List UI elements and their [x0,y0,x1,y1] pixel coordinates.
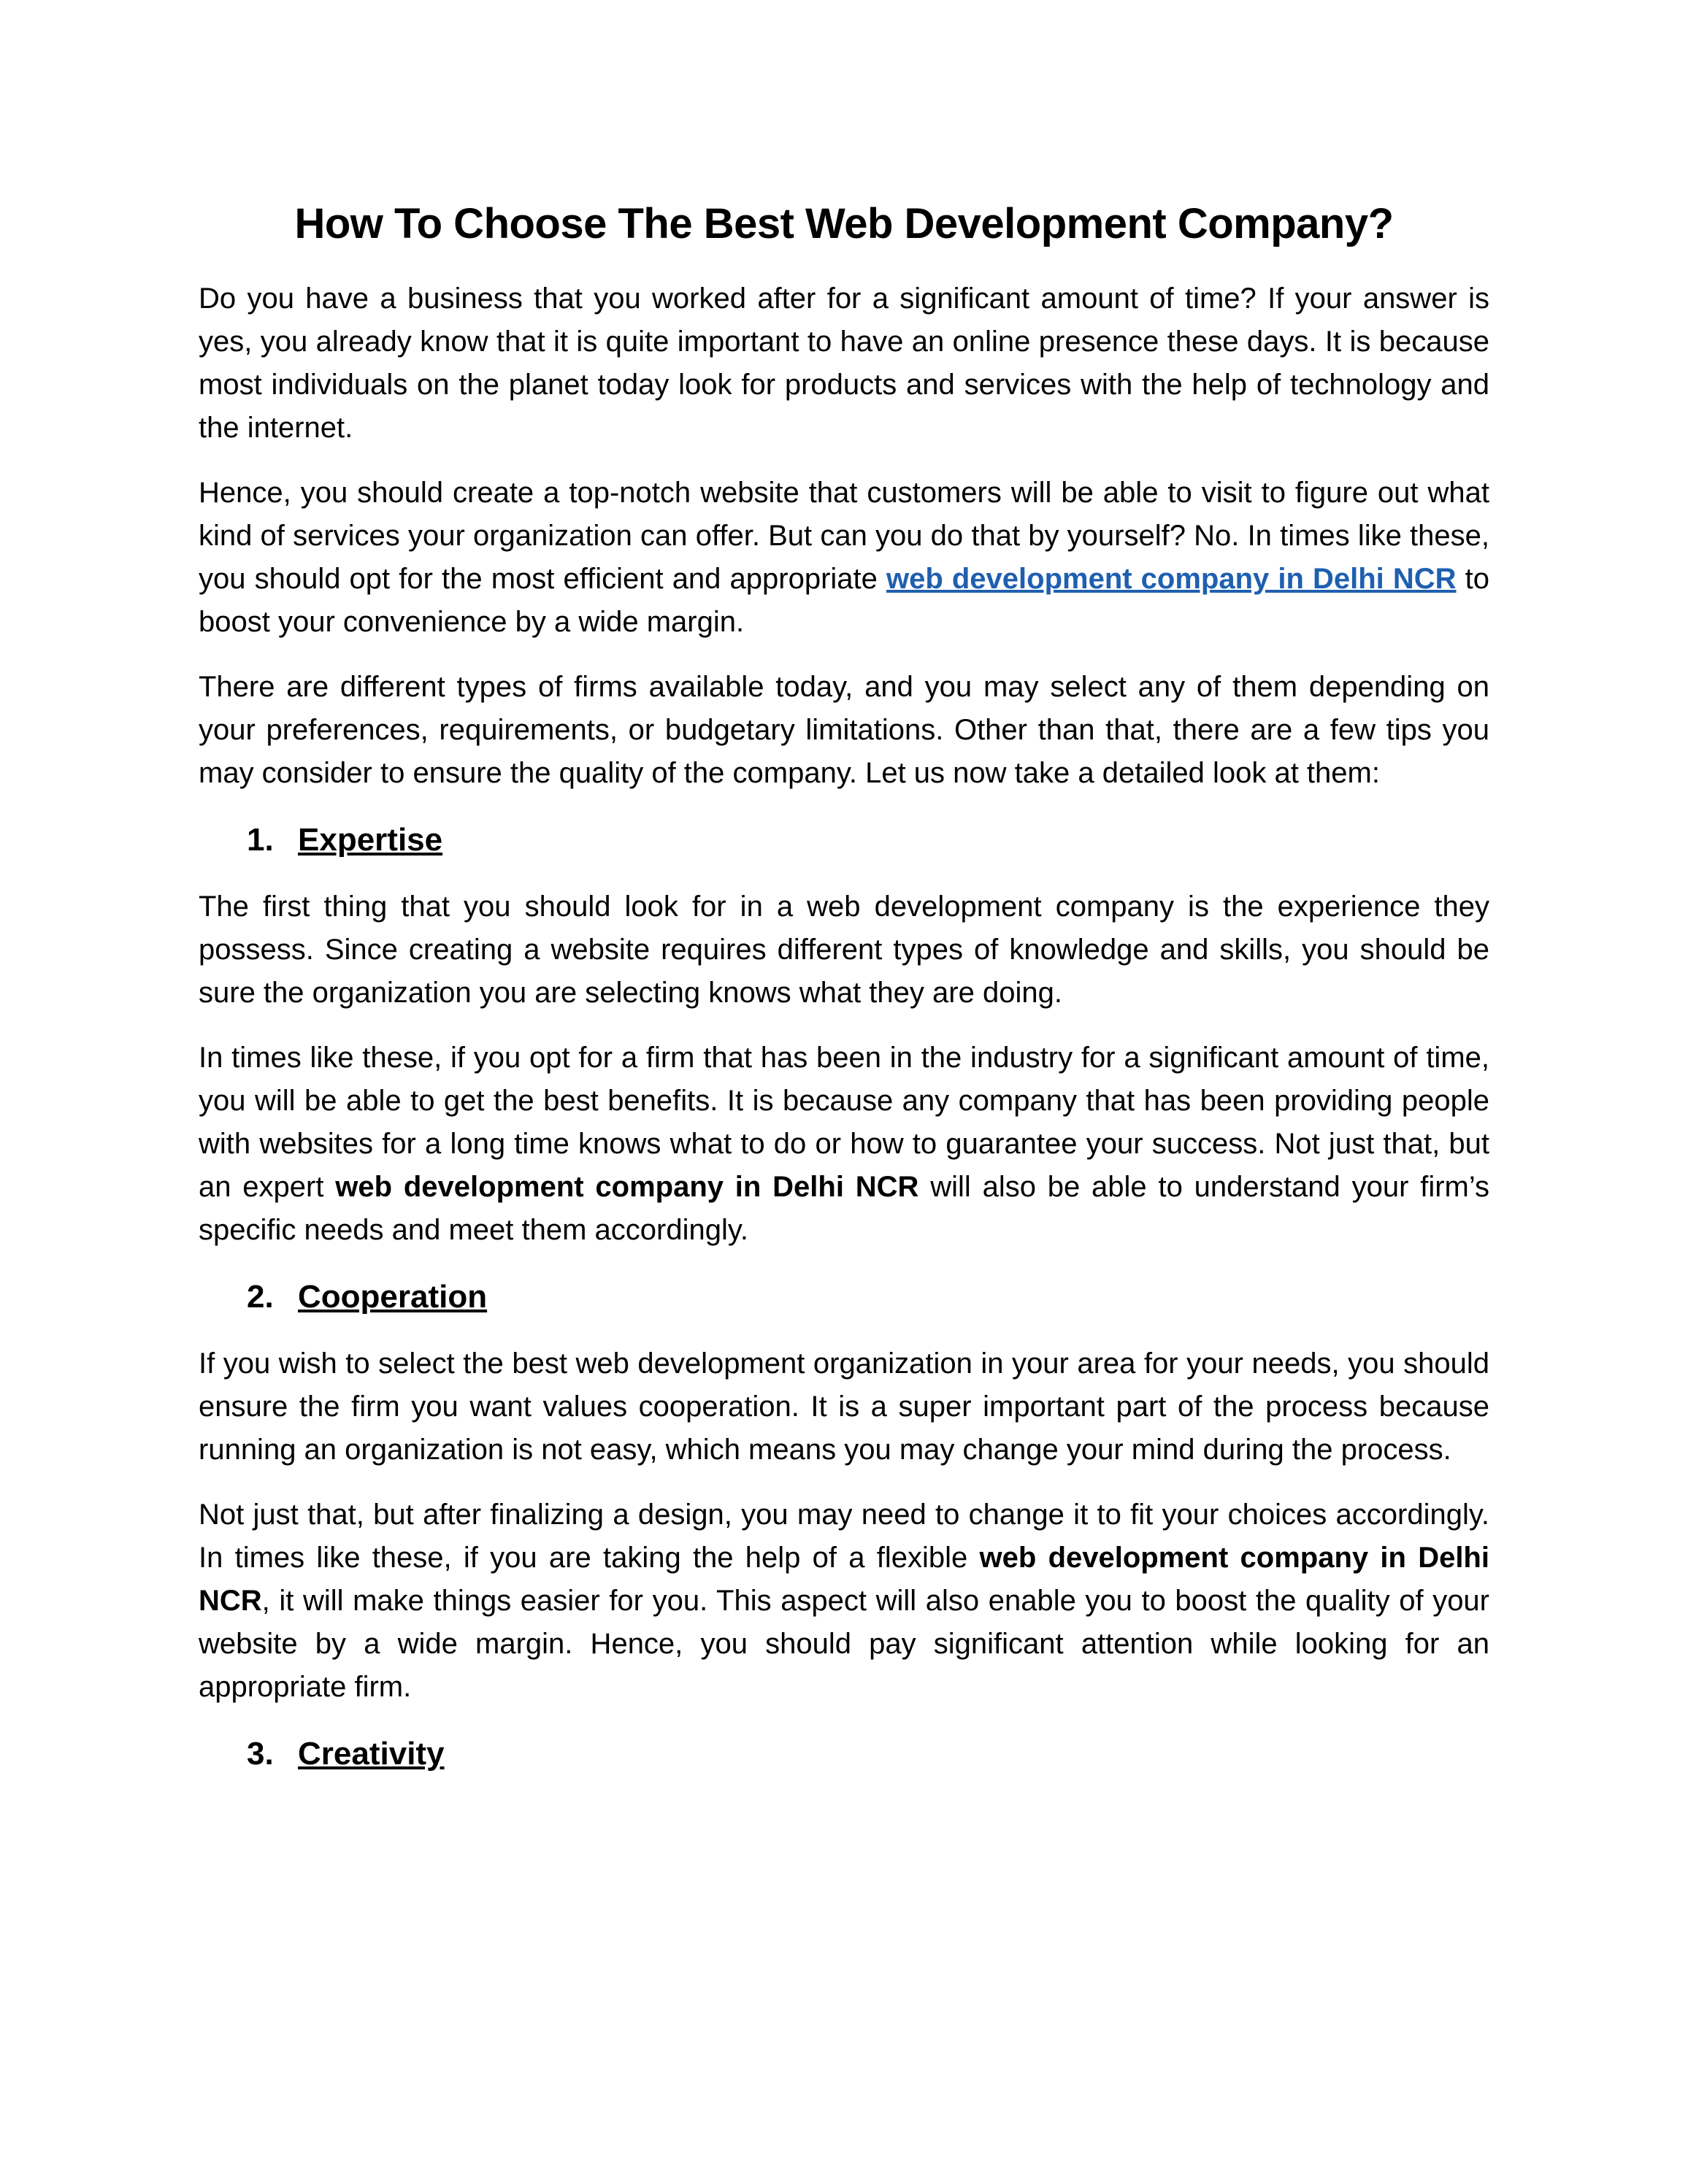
section-heading-cooperation [199,1274,1489,1320]
intro-paragraph-3 [199,666,1489,795]
expertise-paragraph-2 [199,1037,1489,1252]
cooperation-paragraph-2-text-after: , it will make things easier for you. This aspect will also enable you to boost the quality of your website by a wide margin. Hence, you should pay significant attention while looking for an appropriate firm. [199,1585,1489,1703]
section-heading-text: Creativity [298,1736,445,1772]
expertise-paragraph-2-text-before: In times like these, if you opt for a firm that has been in the industry for a significant amount of time, you will be able to get the best benefits. It is because any company that has been providing people with websites for a long time knows what to do or how to guarantee your success. Not just that, but an expert [199,1042,1489,1203]
intro-paragraph-1-text: Do you have a business that you worked after for a significant amount of time? If your answer is yes, you already know that it is quite important to have an online presence these days. It is because most individuals on the planet today look for products and services with the help of technology and the internet. [199,282,1489,444]
intro-paragraph-2-text-before: Hence, you should create a top-notch website that customers will be able to visit to figure out what kind of services your organization can offer. But can you do that by yourself? No. In times like these, you should opt for the most efficient and appropriate [199,477,1489,595]
section-number: 3. [247,1736,274,1772]
expertise-paragraph-2-bold: web development company in Delhi NCR [335,1171,919,1203]
expertise-paragraph-1 [199,885,1489,1015]
section-number: 1. [247,822,274,858]
expertise-paragraph-2-text-after: will also be able to understand your firm’s specific needs and meet them accordingly. [199,1171,1490,1246]
intro-paragraph-1 [199,277,1489,450]
document-body [199,191,1489,1799]
intro-paragraph-3-text: There are different types of firms available today, and you may select any of them depending on your preferences, requirements, or budgetary limitations. Other than that, there are a few tips you may consider to ensure the quality of the company. Let us now take a detailed look at them: [199,671,1489,789]
intro-paragraph-2 [199,472,1489,644]
cooperation-paragraph-1 [199,1342,1489,1472]
expertise-paragraph-1-text: The first thing that you should look for in a web development company is the experience they possess. Since creating a website requires different types of knowledge and skills, you should be sure the organization you are selecting knows what they are doing. [199,891,1489,1009]
intro-paragraph-2-text-after: to boost your convenience by a wide margin. [199,563,1489,638]
web-development-company-link[interactable]: web development company in Delhi NCR [886,563,1457,595]
cooperation-paragraph-2-bold: web development company in Delhi NCR [199,1542,1489,1617]
cooperation-paragraph-1-text: If you wish to select the best web development organization in your area for your needs, you should ensure the firm you want values cooperation. It is a super important part of the process because running an organization is not easy, which means you may change your mind during the process. [199,1347,1489,1466]
cooperation-paragraph-2 [199,1493,1489,1709]
cooperation-paragraph-2-text-before: Not just that, but after finalizing a design, you may need to change it to fit your choices accordingly. In times like these, if you are taking the help of a flexible [199,1499,1489,1574]
section-heading-text: Expertise [298,822,443,858]
section-heading-expertise [199,817,1489,864]
section-heading-text: Cooperation [298,1279,488,1315]
document-title: How To Choose The Best Web Development Company? [294,200,1394,247]
section-number: 2. [247,1279,274,1315]
section-heading-creativity [199,1731,1489,1777]
